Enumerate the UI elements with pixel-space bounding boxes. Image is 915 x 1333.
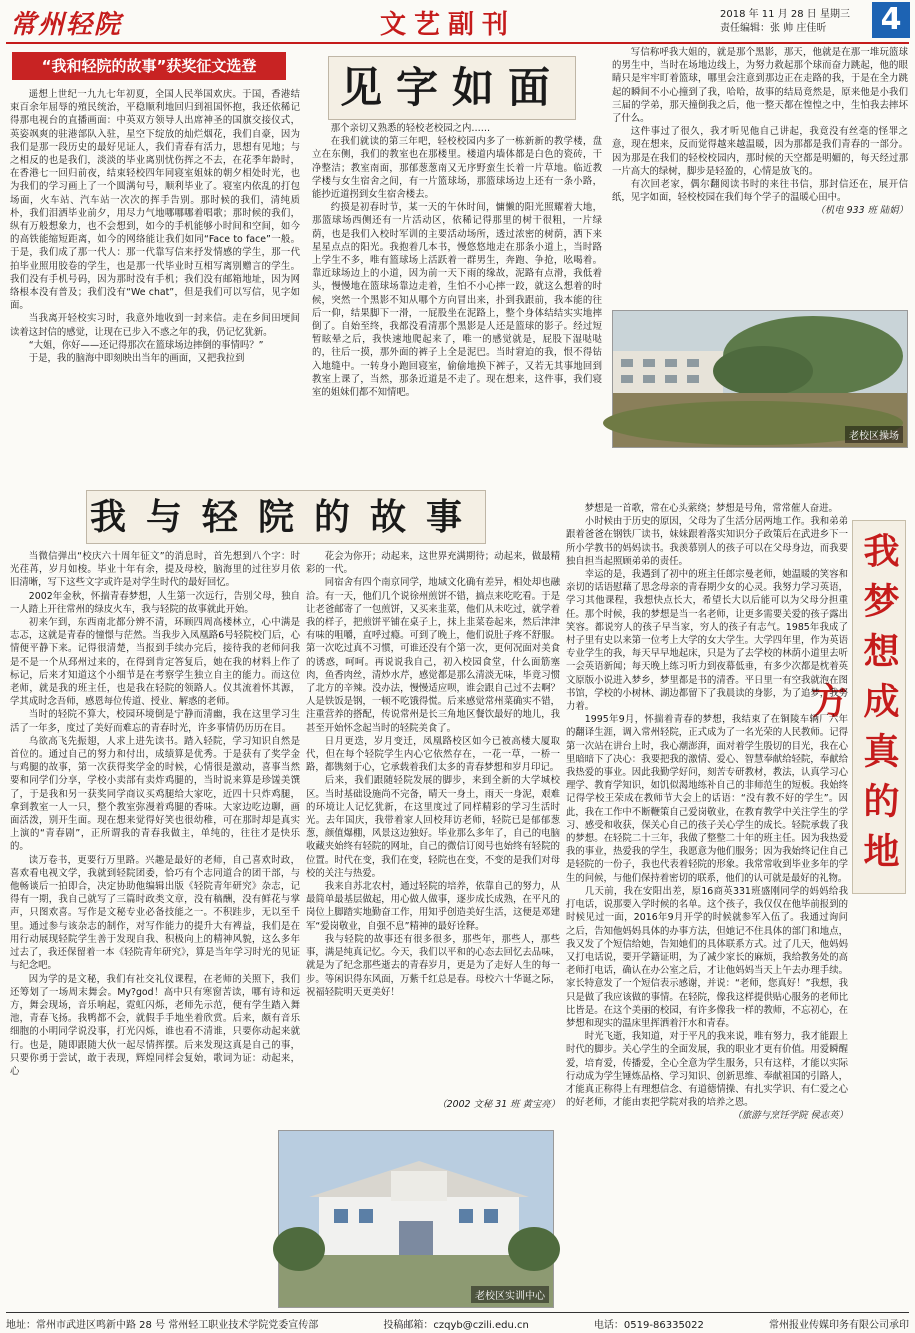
signature-row [306, 1098, 560, 1114]
article-column [306, 550, 560, 998]
author-signature: （机电 933 班 陆娟） [815, 205, 908, 217]
article-column [566, 502, 848, 1308]
paragraph: 日月更迭，岁月变迁，凤凰路校区如今已被高楼大厦取代，但在每个轻院学生内心它依然存在，一花一草，一桥一路，都镌刻于心，它承载着我们太多的青春梦想和岁月印记。 [306, 735, 560, 774]
paragraph: 读万卷书，更要行万里路。兴趣是最好的老师，自己喜欢时政，喜欢看电视文学，我就到轻院团委，恰巧有个志同道合的团干部，与他畅谈后一拍即合，决定协助他编辑出版《轻院青年研究》杂志，记得有一期，我自己就写了三篇时政类文章，没有稿酬，没有鲜花与掌声，只图欢喜。写作是文秘专业必备技能之一。不积跬步，无以至千里。通过参与该杂志的制作，对写作能力的提升大有裨益，我们是在用行动展现轻院学生善于发现自我、积极向上的精神风貌，这么多年过去了，我还保留着一本《轻院青年研究》，算是当年学习时光的见证与纪念吧。 [10, 854, 300, 972]
article-column [10, 550, 300, 1308]
editor-credit: 责任编辑：张 帅 庄佳昕 [720, 23, 827, 34]
article-headline-vertical: 我梦想成真的地方 [852, 520, 906, 894]
author-signature: （旅游与烹饪学院 侯志英） [732, 1110, 848, 1122]
paragraph: 我与轻院的故事还有很多很多，那些年，那些人，那些事，满是纯真记忆。今天，我们以平和的心态去回忆去品味，就是为了纪念那些逝去的青春岁月，更是为了走好人生的每一步。等闲识得东风面，万紫千红总是春。母校六十华诞之际，祝福轻院明天更美好！ [306, 933, 560, 998]
paragraph: 当微信弹出“校庆六十周年征文”的消息时，首先想到八个字：时光荏苒，岁月如梭。毕业十年有余，提及母校，脑海里的过往岁月依旧清晰，写下这些文字或许是对学生时代的最好回忆。 [10, 551, 300, 589]
issue-date: 2018 年 11 月 28 日 星期三 [720, 9, 850, 20]
masthead-rule [6, 42, 909, 44]
paragraph: 于是，我的脑海中即刻映出当年的画面，又把我拉到 [28, 353, 245, 365]
footer-email: 投稿邮箱：czqyb@czili.edu.cn [383, 1320, 529, 1331]
paragraph: 小时候由于历史的原因，父母为了生活分居两地工作。我和弟弟跟着爸爸在钢铁厂读书，妹妹跟着落实知识分子政策后在武进乡下一所小学教书的妈妈读书。我羡慕别人的孩子可以在父母身边，而我要独自担当起照顾弟弟的责任。 [566, 516, 848, 567]
footer-address: 地址：常州市武进区鸣新中路 28 号 常州轻工职业技术学院党委宣传部 [6, 1320, 319, 1331]
paragraph: “大姐，你好——还记得那次在篮球场边摔倒的事情吗？” [28, 339, 264, 351]
paragraph: 梦想是一首歌，常在心头萦绕；梦想是号角，常常催人奋进。 [584, 503, 838, 514]
article-column [312, 122, 602, 476]
paragraph: 2002年金秋，怀揣青春梦想，人生第一次远行，告别父母，独自一人踏上开往常州的绿皮火车，我与轻院的故事就此开始。 [10, 590, 300, 615]
paragraph: 这件事过了很久，我才听见他自己讲起，我竟没有丝毫的怪罪之意，现在想来，反而觉得越来越温暖，因为那都是我们青春的一部分。因为那是在我们的轻校校园内，那时候的天空都是明媚的，每天经过那一片高大的绿树，脚步是轻盈的，心情是放飞的。 [612, 126, 908, 177]
paragraph: 遥想上世纪一九九七年初夏，全国人民举国欢庆。于国，香港结束百余年屈辱的殖民统治，平稳顺利地回归到祖国怀抱，我还依稀记得那电视台的直播画面：中英双方领导人出席神圣的国旗交接仪式，英姿飒爽的驻港部队入驻，星空下绽放的灿烂烟花，我们自豪，因为我们是那一段历史的最好见证人，我们青春有活力，思想有见地；与之相反的也是我们，淡淡的毕业离别忧伤挥之不去，在花季年龄时，在香港七一回归前夜，结束轻校四年同寝室姐妹的朝夕相处时光，也为我们的学习画上了一个圆满句号，顺利毕业了。寝室内依乱的打包场面，火车站、汽车站一次次的挥手告别。那时候的我们，清纯质朴，我们泪洒毕业前夕，用尽力气地哪哪哪着唱歌；那时候的我们，纵有万般想象力，也不会想到，如今的手机能够小时间和空间，如今的高铁能缩短距离，如今的网络能让我们如同“Face to face”一般。于是，我们成了那一代人：那一代靠写信来抒发情感的学生，那一代拍毕业照用胶卷的学生，也是那一代毕业时互相写离别赠言的学生。我们没有手机号码，因为那时没有手机；我们没有邮箱地址，因为网络根本没有普及；我们没有“We chat”，但是我们可以写信，见字如面。 [10, 89, 300, 312]
paragraph: 写信称呼我大姐的，就是那个黑影，那天，他就是在那一堆玩篮球的男生中，当时在场地边线上，为努力救起那个球而奋力跳起，他的眼睛只是牢牢盯着篮球，哪里会注意到那边正在走路的我，于是在全力跳起的瞬间不小心撞到了我，哈哈，故事的结局竟然是，原来他是小我们三届的学弟，那天撞倒我之后，他一整天都在惶惶之中，生怕我去摔坏了什么。 [612, 47, 908, 125]
footer-rule [6, 1312, 909, 1313]
paragraph: 同宿舍有四个南京同学，地域文化确有差异，相处却也融洽。有一天，他们几个说徐州煎饼不错，搞点来吃吃看。于是让老爸邮寄了一包煎饼，又买来韭菜，他们从未吃过，就学着我的样子，把煎饼平铺在桌子上，抹上韭菜卷起来，然后津津有味的咀嚼，直呼过瘾。可到了晚上，他们说肚子疼不舒服。第一次吃过真不习惯，可谁还没有个第一次，更何况面对美食的诱惑，呵呵。再说说我自己，初入校园食堂，什么面筋塞肉，鱼香肉丝，清炒水芹，感觉都是那么清淡无味，毕竟习惯了北方的辛辣。没办法，慢慢适应呗，谁会跟自己过不去啊？人是铁饭是钢，一顿不吃饿得慌。后来感觉常州菜确实不错，注重营养的搭配，传说常州是长三角地区餐饮最好的地儿，我甚至开始怀念起当时的轻院美食了。 [306, 577, 560, 734]
article-headline: 见字如面 [328, 56, 576, 120]
newspaper-logo: 常州轻院 [10, 10, 123, 40]
paragraph: 初来乍到，东西南北都分辨不清，环顾四周高楼林立，心中满是志忑，这就是青春的憧憬与茫然。当我步入凤凰路6号轻院校门后，心情便平静下来。记得很清楚，当报到手续办完后，接待我的老师问我是不是一个从邳州过来的，在得到肯定答复后，她在我的材料上作了标记，后来才知道这个小细节是在考察学生独立自主的能力。而这位老师，就是我的班主任，也是我在轻院的领路人。仪其流着怀其源，学其成时念吾师，感恩每位传道、授业、解惑的老师。 [10, 617, 300, 708]
paragraph: 约摸是初春时节，某一天的午休时间，慵懒的阳光照耀着大地，那篮球场西侧还有一片活动区，依稀记得那里的树干很粗，一片绿荫，也是我们入校时军训的主要活动场所，透过浓密的树荫，洒下来星星点点的阳光。我抱着几本书，慢悠悠地走在那条小道上，当时路上学生不多，唯有篮球场上活跃着一群男生，奔跑、争抢，吆喝着。靠近球场边上的小道，因为前一天下雨的缘故，泥路有点滑，我低着头，慢慢地在篮球场靠边走着，生怕不小心摔一跤，就这么想着的时候，突然一个黑影不知从哪个方向冒出来，扑到我跟前，我本能的往后一仰，结果脚下一滑，一屁股坐在泥路上，整个身体结结实实地摔倒了。自始至终，我都没看清那个黑影是人还是篮球的影子。经过短暂眩晕之后，我快速地爬起来了，唯一的感觉就是，屁股下湿哒哒的，往后一摸，那外面的裤子上全是泥巴。当时窘迫的我，恨不得钻入地缝中。一转身小跑回寝室，偷偷地换下裤子，又若无其事地回到教室上课了，当然，那条近道是不走了。现在想来，这件事，我们寝室的姐妹们都不知情吧。 [312, 202, 602, 399]
paragraph: 花会为你开；动起来，这世界充满期待；动起来，做最精彩的一代。 [306, 551, 560, 576]
training-center-illustration [279, 1131, 553, 1307]
paragraph: 当我离开轻校实习时，我意外地收到一封来信。走在乡间田埂间读着这封信的感觉，让现在已步入不惑之年的我，仍记忆犹新。 [10, 313, 300, 338]
paragraph: 当时的轻院不算大，校园环境倒是宁静而清幽，我在这里学习生活了一年多，度过了美好而难忘的青春时光，许多事情仍历历在目。 [10, 709, 300, 734]
paragraph: 时光飞逝，我知道，对于平凡的我来说，唯有努力，我才能跟上时代的脚步。关心学生的全面发展，我的职业才更有价值。用爱瞬醒爱，培育爱，传播爱，全心全意为学生服务，只有这样，才能以实际行动成为学生锤炼品格、学习知识、创新思维、奉献祖国的引路人，才能真正称得上有理想信念、有道德情操、有扎实学识、有仁爱之心的好老师，才能由衷把学院对我的培养之恩。 [566, 1031, 848, 1109]
paragraph: 后来，我们跟随轻院发展的脚步，来到全新的大学城校区。当时基础设施尚不完备，晴天一身土，雨天一身泥，艰难的环境让人记忆犹新，在这里度过了同样精彩的学习生活时光。去年国庆，我带着家人回校拜访老师，轻院已是郁郁葱葱，颜值爆棚，风景这边独好。毕业那么多年了，自己的电脑收藏夹始终有轻院的网址，自己的微信订阅号也始终有轻院的位置。时代在变，我们在变，轻院也在变，不变的是我们对母校的关注与热爱。 [306, 775, 560, 879]
paragraph: 1995年9月，怀揣着青春的梦想，我结束了在铜陵车辆厂六年的翻译生涯，调入常州轻院，正式成为了一名光荣的人民教师。记得第一次站在讲台上时，我心潮澎湃，面对着学生殷切的目光，我在心里暗暗下了决心：我要把我的激情、爱心、智慧奉献给轻院，奉献给我热爱的事业。因此我勤学好问，刻苦专研教材，教法，认真学习心理学、教育学知识，如饥似渴地练补自己的非师范生的短板。我始终记得学校王荣成在教师节大会上的话语：“没有教不好的学生”。因此，我在工作中不断鞭策自己爱岗敬业，在教育教学中关注学生的学习、感受和收获，保关心自己的孩子关心学生的成长。轻院承载了我的梦想。在轻院二十三年，我做了整整二十年的班主任。因为我热爱我的事业，热爱我的学生，我愿意为他们服务；因为我始终记住自己是轻院的一份子，我也代表着轻院的形象。我常常收到毕业多年的学生的问候，与他们保持着密切的联系，他们的认可就是最好的礼物。 [566, 714, 848, 884]
essay-contest-banner: “我和轻院的故事”获奖征文选登 [12, 52, 286, 80]
paragraph: 在我们就读的第三年吧，轻校校园内多了一栋新新的教学楼，盘立在东侧，我们的教室也在那楼里。楼道内墙体都是白色的瓷砖，干净整洁；教室南面，那郁葱葱南又无序野蛮生长着一片草地。临近教学楼与女生宿舍之间，有一片篮球场，那篮球场边上还有一条小路，能抄近道拐到女生宿舍楼去。 [312, 136, 602, 201]
article-headline: 我与轻院的故事 [86, 490, 486, 544]
photo-caption: 老校区实训中心 [471, 1286, 549, 1303]
paragraph: 几天前，我在安阳出差，原16商英331班盛刚同学的妈妈给我打电话，说那要入学时候的名单。这个孩子，我仅仅在他毕前报到的时候见过一面，2016年9月开学的时候就参军入伍了。我通过询问之后，告知他妈妈具体的办事方法，但她记不住具体的部门和地点，我又发了个短信给她，告知她们的具体联系方式。过了几天，他妈妈又打电话说，要开学籍证明，为了减少家长的麻烦，我给教务处的高老师打电话，确认在办公室之后，才让他妈妈当天上午去办理手续。家长特意发了一个短信表示感谢，并说：“老师，您真好！”我想，我只是做了我应该做的事情。在轻院，像我这样提供贴心服务的老师比比皆是。在这个美丽的校园，有许多像我一样的教师，不忘初心，在梦想和现实的温床里挥洒着汗水和青春。 [566, 885, 848, 1029]
footer [6, 1316, 909, 1331]
paragraph: 那个亲切又熟悉的轻校老校园之内…… [330, 123, 491, 134]
paragraph: 幸运的是，我遇到了初中的班主任郎宗曼老师，她温暖的笑容和亲切的话语慰藉了思念母亲的青春期少女的心灵。我努力学习英语，学习其他课程，我想快点长大，希望长大以后能可以为父母分担重任。那个时候，我的梦想是当一名老师，让更多需要关爱的孩子露出笑容。都说穷人的孩子早当家，穷人的孩子有志气。1985年我成了村子里有史以来第一位考上大学的女大学生。大学四年里，作为英语专业学生的我，每天早早地起床，只是为了去学校的林荫小道里去听一会英语新闻；每天晚上练习听力到夜幕低垂，有多少次都是枕着英文原版小说进入梦乡，梦里都是书的清香。平日里一有空我就泡在图书馆，学校的小树林、湖边都留下了我晨读的身影，为了追梦，我努力着。 [566, 569, 848, 713]
author-signature: （2002 文秘 31 班 黄宝亮） [437, 1099, 560, 1110]
paragraph: 有次回老家，偶尔翻阅读书时的来往书信，那封信还在，展开信纸，见字如面，轻校校园在我们每个学子的温暖心田中。 [612, 179, 908, 204]
article-column [612, 46, 908, 304]
page-number-badge: 4 [872, 2, 910, 38]
article-column [10, 88, 300, 476]
masthead-info [720, 8, 850, 36]
paragraph: 我来自苏北农村，通过轻院的培养，依靠自己的努力，从最简单最基层做起，用心做人做事，逐步成长成熟，在平凡的岗位上脚踏实地勤奋工作，用知乎创造美好生活，这便是邓建军“爱岗敬业，自强不息”精神的最好诠释。 [306, 881, 560, 932]
section-title: 文艺副刊 [380, 10, 517, 40]
footer-printer: 常州报业传媒印务有限公司承印 [769, 1320, 909, 1331]
photo-caption: 老校区操场 [845, 426, 903, 443]
footer-phone: 电话：0519-86335022 [593, 1320, 704, 1331]
paragraph: 乌欲高飞先振翅，人求上进先读书。踏入轻院，学习知识自然是首位的。通过自己的努力和付出，成绩算是优秀。于是获有了奖学金与鸡腿的故事，第一次获得奖学金的时候，心情很是激动，喜事当然要和同学们分享，学校小卖部有卖炸鸡腿的，当时说来算是珍馐美馔了，于是我和另一获奖同学商议买鸡腿给大家吃，近四十只炸鸡腿，拿到教室一人一只，整个教室弥漫着鸡腿的香味。大家边吃边聊，画面活泼，别开生面。现在想来觉得好笑也很幼稚，可在那时却是真实上演的“青春剧”，正所谓我的青春我做主，单纯的，往往才是快乐的。 [10, 735, 300, 853]
training-center-photo [278, 1130, 554, 1308]
campus-playground-photo [612, 310, 908, 448]
paragraph: 因为学的是文秘，我们有社交礼仪课程，在老师的关照下，我们还筹划了一场周末舞会。My?god！高中只有寒窗苦读，哪有诗和远方，舞会现场，音乐响起，霓虹闪烁，老师先示范，便有学生踏入舞池，青春飞扬。我鸭都不会，就假手手地坐着欣赏。后来，颇有音乐细胞的小明同学说没事，打光闪烁，谁也看不清谁，只要你动起来就行。也是，随即跟随大伙一起尽情挥摆。后来发现这真是自己的事，只要你勇于尝试，敢于表现，辉煌同样会复始，歌词为证：动起来，心 [10, 973, 300, 1077]
